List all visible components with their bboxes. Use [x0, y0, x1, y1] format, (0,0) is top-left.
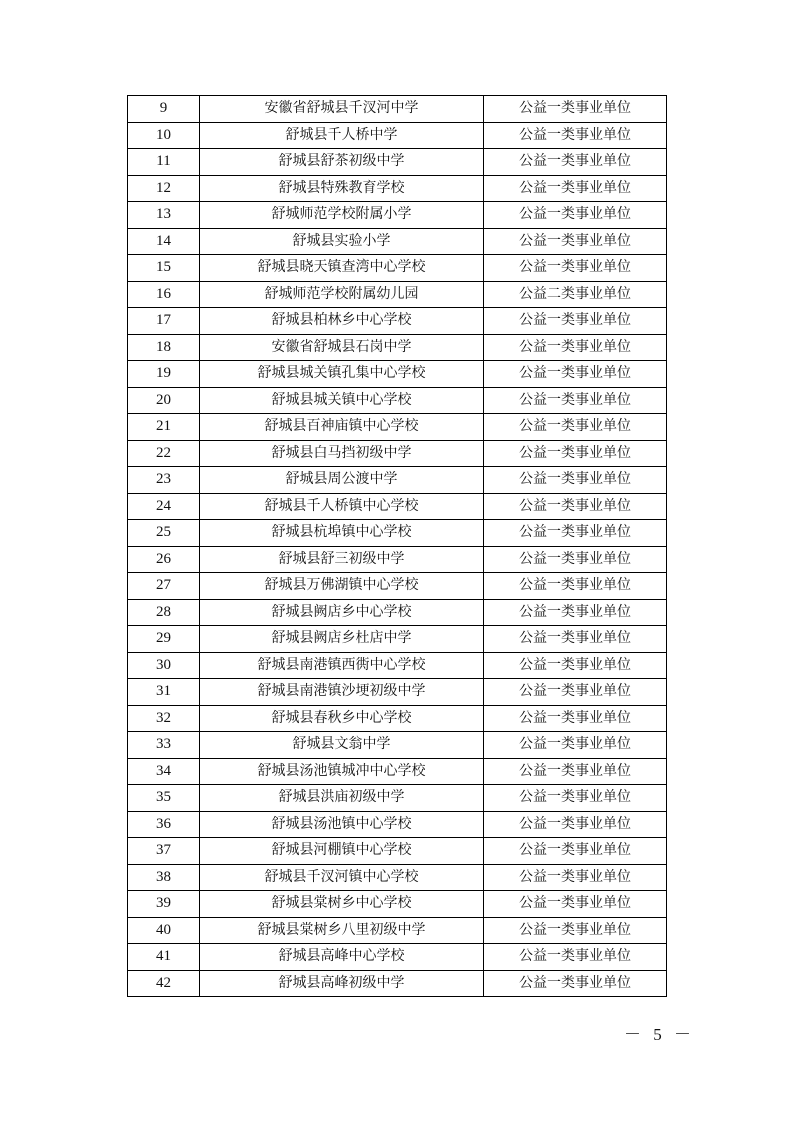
- unit-category: 公益一类事业单位: [484, 96, 667, 123]
- unit-name: 舒城县白马挡初级中学: [200, 440, 484, 467]
- unit-name: 舒城县文翁中学: [200, 732, 484, 759]
- unit-category: 公益一类事业单位: [484, 361, 667, 388]
- page-number: － 5 －: [624, 1025, 695, 1044]
- unit-name: 舒城县河棚镇中心学校: [200, 838, 484, 865]
- unit-name: 舒城县洪庙初级中学: [200, 785, 484, 812]
- table-row: [128, 493, 667, 520]
- unit-category: 公益一类事业单位: [484, 891, 667, 918]
- unit-name: 舒城县南港镇西衖中心学校: [200, 652, 484, 679]
- unit-category: 公益一类事业单位: [484, 440, 667, 467]
- table-row: [128, 626, 667, 653]
- table-row: [128, 361, 667, 388]
- row-number: 29: [128, 626, 200, 653]
- row-number: 40: [128, 917, 200, 944]
- unit-category: 公益一类事业单位: [484, 944, 667, 971]
- row-number: 12: [128, 175, 200, 202]
- unit-name: 舒城县千汊河镇中心学校: [200, 864, 484, 891]
- row-number: 14: [128, 228, 200, 255]
- table-row: [128, 96, 667, 123]
- unit-category: 公益一类事业单位: [484, 917, 667, 944]
- unit-name: 舒城县南港镇沙埂初级中学: [200, 679, 484, 706]
- row-number: 23: [128, 467, 200, 494]
- table-row: [128, 758, 667, 785]
- table-body: [128, 96, 667, 997]
- unit-name: 舒城县舒三初级中学: [200, 546, 484, 573]
- row-number: 16: [128, 281, 200, 308]
- unit-name: 舒城师范学校附属幼儿园: [200, 281, 484, 308]
- table-row: [128, 334, 667, 361]
- unit-category: 公益一类事业单位: [484, 308, 667, 335]
- table-row: [128, 122, 667, 149]
- table-row: [128, 387, 667, 414]
- table-row: [128, 202, 667, 229]
- row-number: 33: [128, 732, 200, 759]
- table-row: [128, 652, 667, 679]
- row-number: 10: [128, 122, 200, 149]
- unit-category: 公益一类事业单位: [484, 864, 667, 891]
- row-number: 20: [128, 387, 200, 414]
- table-row: [128, 599, 667, 626]
- table-row: [128, 255, 667, 282]
- table-row: [128, 864, 667, 891]
- unit-category: 公益一类事业单位: [484, 599, 667, 626]
- unit-name: 安徽省舒城县石岗中学: [200, 334, 484, 361]
- row-number: 22: [128, 440, 200, 467]
- table-row: [128, 546, 667, 573]
- table-row: [128, 705, 667, 732]
- unit-name: 舒城县棠树乡中心学校: [200, 891, 484, 918]
- unit-name: 舒城县汤池镇城冲中心学校: [200, 758, 484, 785]
- row-number: 37: [128, 838, 200, 865]
- table-row: [128, 838, 667, 865]
- unit-category: 公益一类事业单位: [484, 785, 667, 812]
- row-number: 28: [128, 599, 200, 626]
- row-number: 27: [128, 573, 200, 600]
- unit-category: 公益一类事业单位: [484, 732, 667, 759]
- unit-name: 舒城县棠树乡八里初级中学: [200, 917, 484, 944]
- unit-category: 公益一类事业单位: [484, 970, 667, 997]
- unit-name: 安徽省舒城县千汊河中学: [200, 96, 484, 123]
- unit-category: 公益一类事业单位: [484, 387, 667, 414]
- unit-name: 舒城县高峰初级中学: [200, 970, 484, 997]
- row-number: 34: [128, 758, 200, 785]
- unit-name: 舒城县周公渡中学: [200, 467, 484, 494]
- unit-name: 舒城县阙店乡中心学校: [200, 599, 484, 626]
- unit-category: 公益一类事业单位: [484, 652, 667, 679]
- unit-name: 舒城县阙店乡杜店中学: [200, 626, 484, 653]
- row-number: 35: [128, 785, 200, 812]
- table-row: [128, 281, 667, 308]
- row-number: 11: [128, 149, 200, 176]
- table-row: [128, 467, 667, 494]
- row-number: 15: [128, 255, 200, 282]
- unit-name: 舒城县城关镇孔集中心学校: [200, 361, 484, 388]
- unit-name: 舒城县特殊教育学校: [200, 175, 484, 202]
- unit-name: 舒城县实验小学: [200, 228, 484, 255]
- table-row: [128, 520, 667, 547]
- row-number: 30: [128, 652, 200, 679]
- row-number: 17: [128, 308, 200, 335]
- table-row: [128, 970, 667, 997]
- unit-category: 公益一类事业单位: [484, 122, 667, 149]
- unit-name: 舒城县杭埠镇中心学校: [200, 520, 484, 547]
- table-row: [128, 308, 667, 335]
- unit-category: 公益一类事业单位: [484, 334, 667, 361]
- table-row: [128, 811, 667, 838]
- row-number: 24: [128, 493, 200, 520]
- unit-category: 公益一类事业单位: [484, 811, 667, 838]
- unit-name: 舒城县春秋乡中心学校: [200, 705, 484, 732]
- row-number: 36: [128, 811, 200, 838]
- unit-category: 公益一类事业单位: [484, 414, 667, 441]
- table-row: [128, 149, 667, 176]
- table-row: [128, 679, 667, 706]
- unit-category: 公益一类事业单位: [484, 255, 667, 282]
- unit-name: 舒城县柏林乡中心学校: [200, 308, 484, 335]
- table-row: [128, 228, 667, 255]
- unit-name: 舒城县千人桥中学: [200, 122, 484, 149]
- row-number: 19: [128, 361, 200, 388]
- unit-name: 舒城县高峰中心学校: [200, 944, 484, 971]
- table-row: [128, 414, 667, 441]
- row-number: 38: [128, 864, 200, 891]
- table-row: [128, 732, 667, 759]
- row-number: 9: [128, 96, 200, 123]
- row-number: 31: [128, 679, 200, 706]
- row-number: 18: [128, 334, 200, 361]
- table-row: [128, 785, 667, 812]
- row-number: 42: [128, 970, 200, 997]
- unit-category: 公益一类事业单位: [484, 493, 667, 520]
- unit-category: 公益一类事业单位: [484, 202, 667, 229]
- row-number: 26: [128, 546, 200, 573]
- unit-category: 公益一类事业单位: [484, 228, 667, 255]
- unit-category: 公益一类事业单位: [484, 149, 667, 176]
- unit-category: 公益一类事业单位: [484, 467, 667, 494]
- unit-name: 舒城县汤池镇中心学校: [200, 811, 484, 838]
- unit-name: 舒城县舒茶初级中学: [200, 149, 484, 176]
- unit-name: 舒城县千人桥镇中心学校: [200, 493, 484, 520]
- row-number: 13: [128, 202, 200, 229]
- row-number: 32: [128, 705, 200, 732]
- unit-category: 公益一类事业单位: [484, 705, 667, 732]
- unit-category: 公益一类事业单位: [484, 573, 667, 600]
- table-row: [128, 917, 667, 944]
- unit-category: 公益一类事业单位: [484, 679, 667, 706]
- unit-category: 公益一类事业单位: [484, 758, 667, 785]
- unit-category: 公益一类事业单位: [484, 838, 667, 865]
- unit-category: 公益一类事业单位: [484, 520, 667, 547]
- row-number: 21: [128, 414, 200, 441]
- row-number: 25: [128, 520, 200, 547]
- unit-category: 公益一类事业单位: [484, 175, 667, 202]
- table-row: [128, 440, 667, 467]
- table-row: [128, 944, 667, 971]
- row-number: 39: [128, 891, 200, 918]
- unit-name: 舒城县晓天镇查湾中心学校: [200, 255, 484, 282]
- unit-name: 舒城师范学校附属小学: [200, 202, 484, 229]
- table-row: [128, 573, 667, 600]
- unit-category: 公益二类事业单位: [484, 281, 667, 308]
- unit-name: 舒城县城关镇中心学校: [200, 387, 484, 414]
- unit-name: 舒城县万佛湖镇中心学校: [200, 573, 484, 600]
- table-row: [128, 891, 667, 918]
- table-row: [128, 175, 667, 202]
- school-table: [127, 95, 667, 997]
- unit-category: 公益一类事业单位: [484, 546, 667, 573]
- unit-category: 公益一类事业单位: [484, 626, 667, 653]
- unit-name: 舒城县百神庙镇中心学校: [200, 414, 484, 441]
- row-number: 41: [128, 944, 200, 971]
